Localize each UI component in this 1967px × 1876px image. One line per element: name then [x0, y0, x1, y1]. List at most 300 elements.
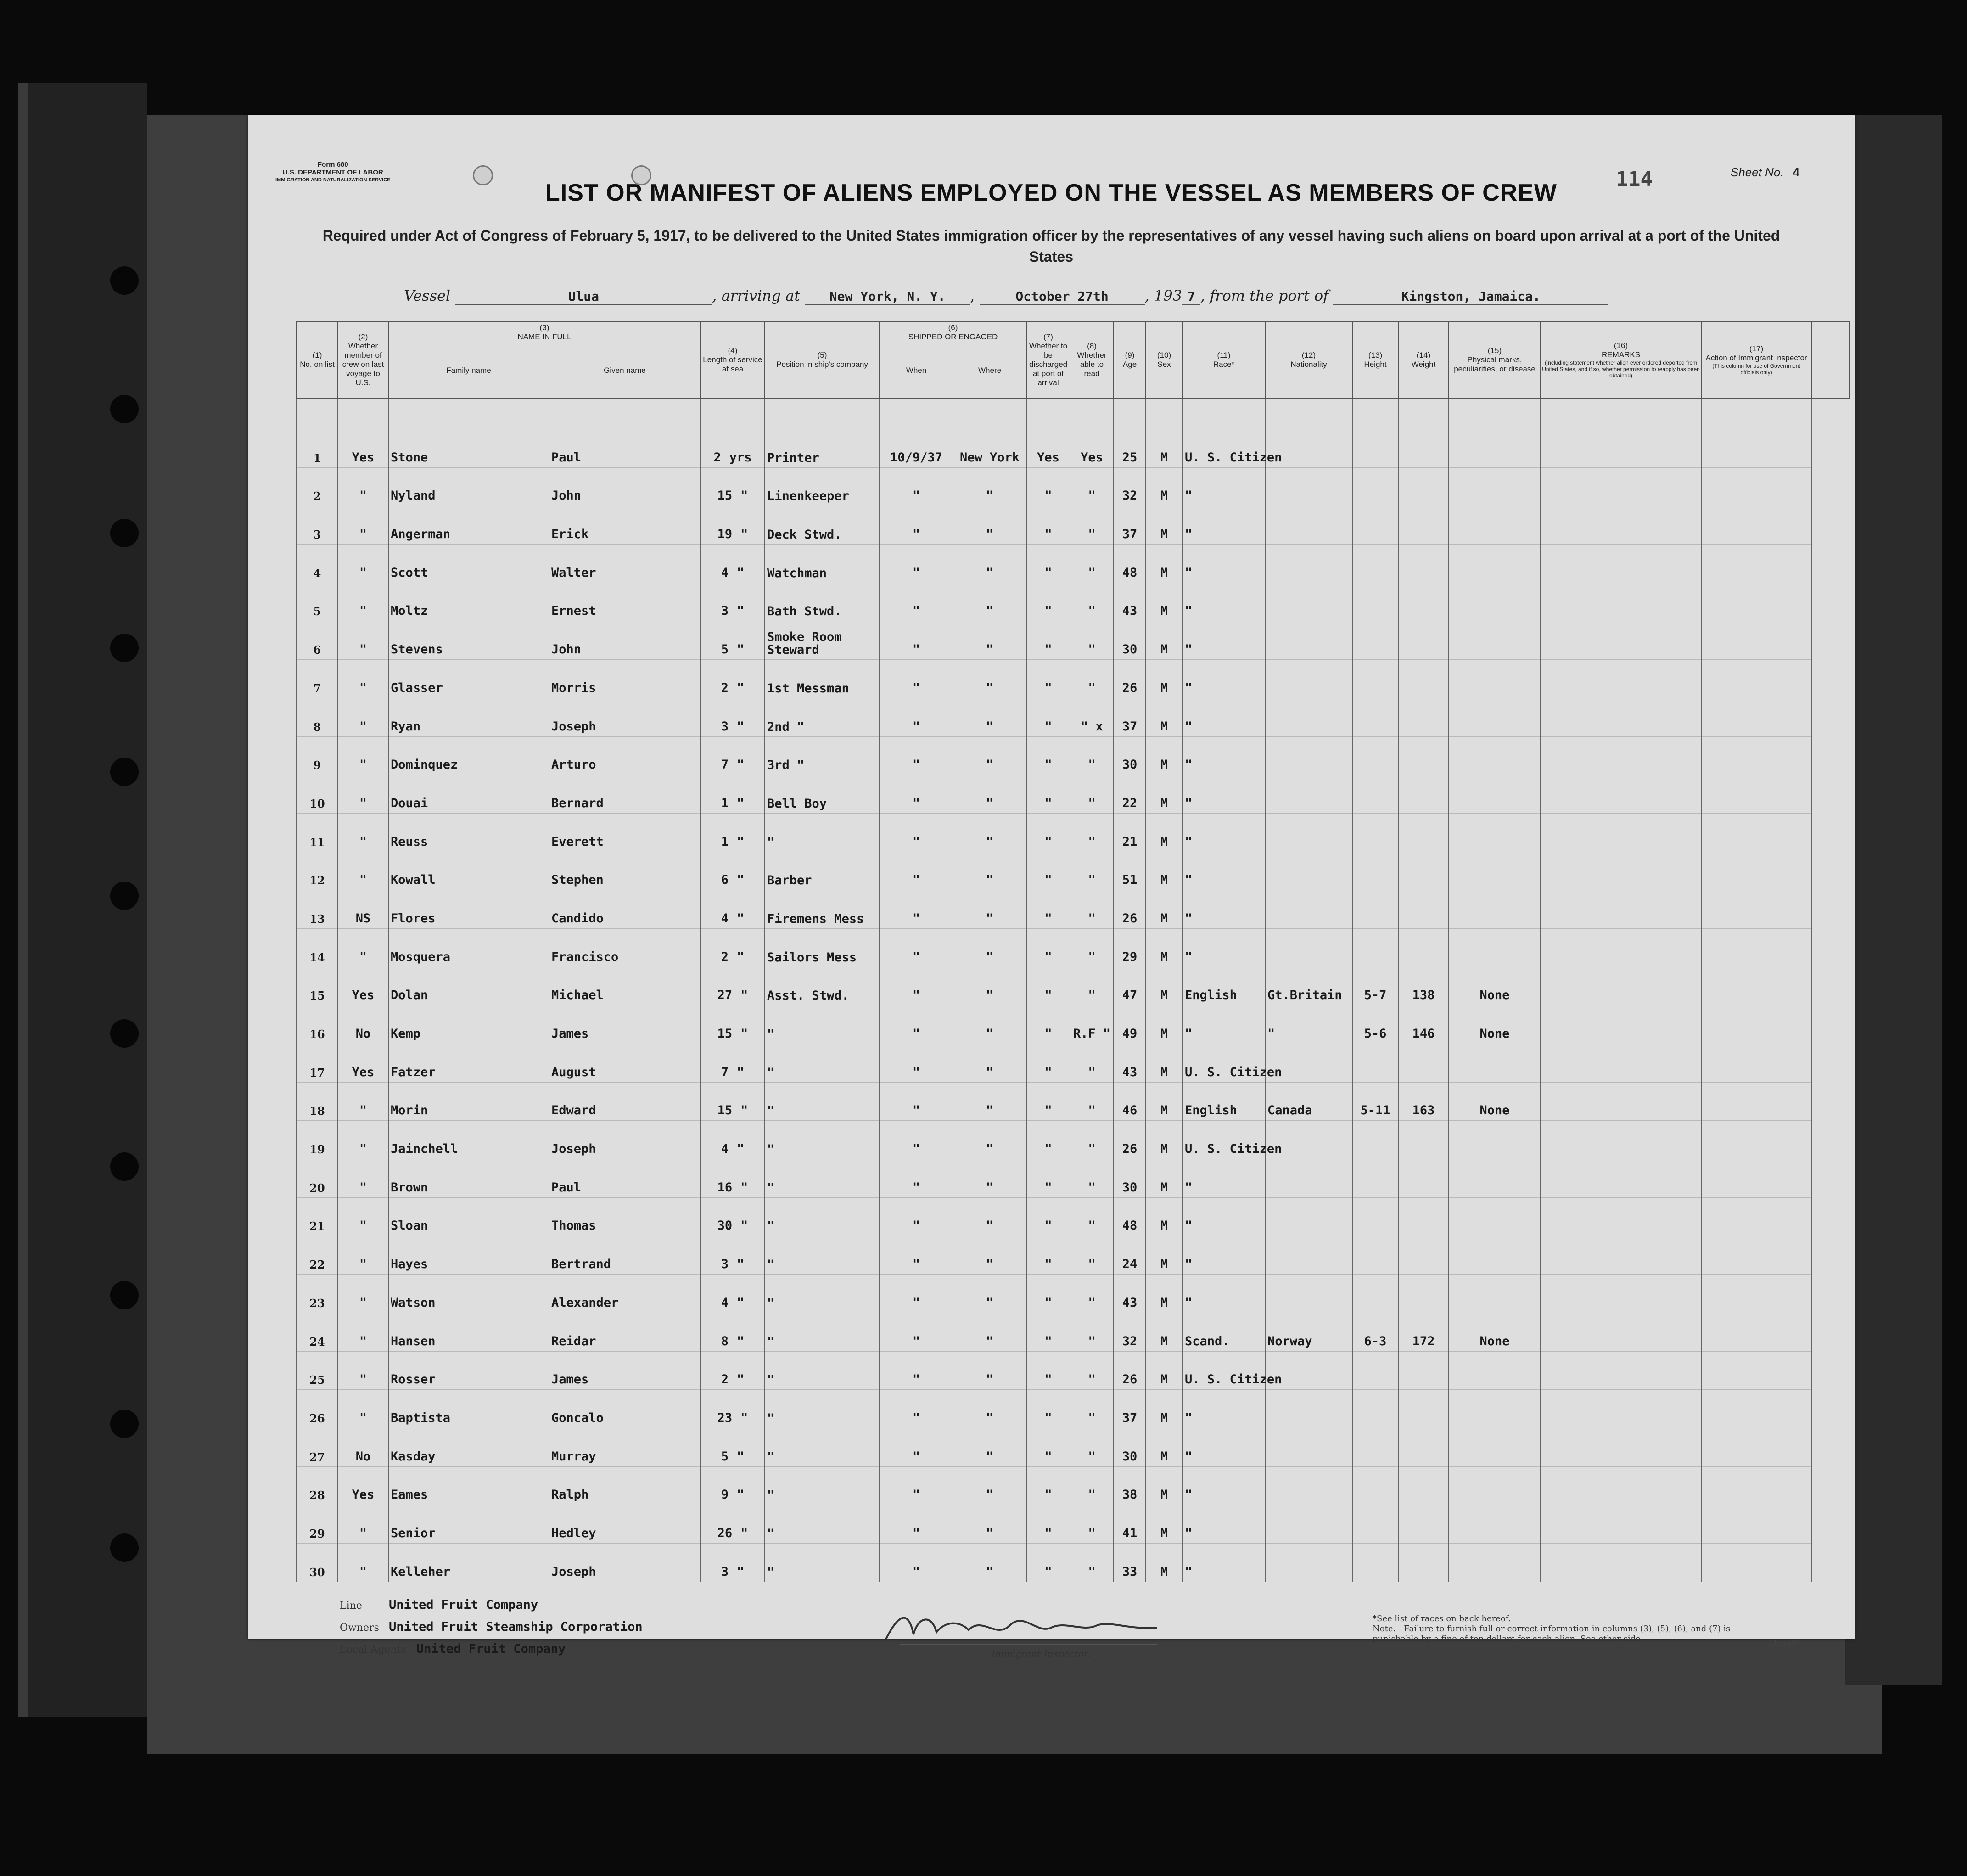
cell-race: " [1182, 660, 1265, 698]
cell-marks [1449, 583, 1541, 621]
cell-blank [1701, 1082, 1811, 1121]
cell-service-unit: " [737, 834, 745, 849]
binder-hole [110, 395, 139, 423]
cell-given: Erick [549, 506, 700, 545]
cell-service [700, 1236, 765, 1275]
table-row [297, 1428, 1849, 1466]
cell-age: 48 [1114, 545, 1146, 583]
cell-blank [1541, 1236, 1701, 1275]
cell-when: " [880, 1351, 953, 1390]
cell-read: " [1070, 736, 1114, 775]
table-row [297, 967, 1849, 1005]
cell-disch: " [1026, 1197, 1070, 1236]
cell-where: " [953, 698, 1026, 736]
cell-marks: None [1449, 1082, 1541, 1121]
cell-service-unit: " [737, 911, 745, 926]
binder-hole [110, 1152, 139, 1181]
cell-nat: Canada [1265, 1082, 1352, 1121]
cell-given: Walter [549, 545, 700, 583]
binder-hole [110, 1533, 139, 1562]
binder-hole [110, 882, 139, 910]
cell-weight [1398, 1466, 1449, 1505]
cell-no: 21 [297, 1197, 338, 1236]
cell-marks [1449, 1428, 1541, 1466]
cell-disch: " [1026, 545, 1070, 583]
cell-height [1352, 1543, 1398, 1582]
cell-weight [1398, 660, 1449, 698]
table-row [297, 775, 1849, 814]
cell-given: Michael [549, 967, 700, 1005]
cell-given: August [549, 1044, 700, 1083]
cell-no: 26 [297, 1390, 338, 1428]
cell-sex: M [1146, 1505, 1182, 1544]
cell-blank [1701, 1466, 1811, 1505]
cell-age: 43 [1114, 1044, 1146, 1083]
cell-service-unit: " [740, 988, 748, 1003]
cell-service-value: 9 [721, 1488, 729, 1502]
cell-family: Morin [388, 1082, 549, 1121]
cell-family: Moltz [388, 583, 549, 621]
cell-given: Murray [549, 1428, 700, 1466]
cell-marks [1449, 813, 1541, 852]
cell-service [700, 736, 765, 775]
cell-disch: " [1026, 1236, 1070, 1275]
cell-service-unit: " [737, 1449, 745, 1464]
cell-family: Nyland [388, 467, 549, 506]
cell-given: Thomas [549, 1197, 700, 1236]
cell-disch: " [1026, 698, 1070, 736]
cell-blank [1541, 583, 1701, 621]
cell-given: Bernard [549, 775, 700, 814]
col-weight-header: (14) Weight [1398, 322, 1449, 398]
cell-service-unit: " [737, 1488, 745, 1502]
cell-age: 49 [1114, 1005, 1146, 1044]
cell-blank [1701, 1543, 1811, 1582]
cell-where: " [953, 545, 1026, 583]
cell-service-value: 6 [721, 873, 729, 887]
cell-nat: " [1265, 1005, 1352, 1044]
cell-no: 12 [297, 852, 338, 890]
col-age-header: (9) Age [1114, 322, 1146, 398]
cell-blank [1701, 1275, 1811, 1313]
cell-height [1352, 1159, 1398, 1198]
cell-read: " [1070, 928, 1114, 967]
cell-where: " [953, 1505, 1026, 1544]
cell-blank [1541, 1390, 1701, 1428]
cell-blank [1701, 852, 1811, 890]
cell-marks [1449, 1236, 1541, 1275]
cell-service-unit: " [737, 796, 745, 810]
cell-given: Paul [549, 429, 700, 468]
cell-family: Kemp [388, 1005, 549, 1044]
cell-service-value: 4 [721, 1295, 729, 1310]
cell-nat [1265, 852, 1352, 890]
cell-prev: " [338, 813, 388, 852]
cell-race: Scand. [1182, 1313, 1265, 1351]
inspector-label: Immigrant Inspector. [992, 1648, 1090, 1659]
cell-service [700, 1082, 765, 1121]
cell-age: 37 [1114, 1390, 1146, 1428]
col-shipped-header: (6) SHIPPED OR ENGAGED [880, 322, 1026, 343]
cell-disch: " [1026, 1082, 1070, 1121]
table-row [297, 1121, 1849, 1159]
cell-weight: 138 [1398, 967, 1449, 1005]
cell-marks [1449, 506, 1541, 545]
cell-service-unit: " [737, 949, 745, 964]
cell-marks [1449, 660, 1541, 698]
cell-sex: M [1146, 1351, 1182, 1390]
cell-position: " [765, 1082, 880, 1121]
cell-weight [1398, 852, 1449, 890]
binder-right [1845, 115, 1942, 1685]
cell-service [700, 1390, 765, 1428]
form-number: Form 680 [317, 161, 348, 169]
cell-no: 3 [297, 506, 338, 545]
cell-service [700, 545, 765, 583]
cell-prev: Yes [338, 967, 388, 1005]
col-given-name-header: Given name [549, 343, 700, 398]
cell-disch: " [1026, 890, 1070, 929]
cell-no: 2 [297, 467, 338, 506]
table-row [297, 928, 1849, 967]
cell-blank [1701, 890, 1811, 929]
cell-position: " [765, 813, 880, 852]
cell-when: " [880, 736, 953, 775]
cell-when: " [880, 1044, 953, 1083]
cell-disch: " [1026, 1390, 1070, 1428]
binder-hole [110, 1019, 139, 1048]
cell-prev: Yes [338, 1466, 388, 1505]
cell-no: 16 [297, 1005, 338, 1044]
cell-service-unit: " [737, 758, 745, 772]
cell-weight [1398, 1159, 1449, 1198]
table-row [297, 467, 1849, 506]
cell-read: " [1070, 1236, 1114, 1275]
cell-nat [1265, 1428, 1352, 1466]
cell-service-value: 15 [717, 489, 733, 503]
col-discharged-header: (7) Whether to be discharged at port of arrival [1026, 322, 1070, 398]
cell-where: " [953, 1082, 1026, 1121]
cell-sex: M [1146, 813, 1182, 852]
cell-no: 23 [297, 1275, 338, 1313]
cell-service-unit: " [737, 1065, 745, 1079]
col-blank-header [1811, 322, 1849, 398]
cell-disch: " [1026, 967, 1070, 1005]
cell-sex: M [1146, 660, 1182, 698]
service: IMMIGRATION AND NATURALIZATION SERVICE [275, 177, 391, 183]
cell-race: " [1182, 1159, 1265, 1198]
cell-prev: " [338, 928, 388, 967]
cell-service-unit: " [737, 1564, 745, 1579]
cell-age: 26 [1114, 660, 1146, 698]
cell-sex: M [1146, 1543, 1182, 1582]
cell-position: " [765, 1005, 880, 1044]
cell-prev: " [338, 1505, 388, 1544]
cell-blank [1541, 890, 1701, 929]
cell-blank [1701, 1197, 1811, 1236]
cell-height [1352, 545, 1398, 583]
cell-age: 24 [1114, 1236, 1146, 1275]
cell-age: 38 [1114, 1466, 1146, 1505]
cell-age: 26 [1114, 1351, 1146, 1390]
cell-service-unit: " [737, 719, 745, 734]
cell-sex: M [1146, 1466, 1182, 1505]
cell-where: " [953, 467, 1026, 506]
cell-read: " [1070, 1351, 1114, 1390]
binder-hole [110, 519, 139, 547]
cell-prev: " [338, 1351, 388, 1390]
cell-weight [1398, 1121, 1449, 1159]
cell-given: James [549, 1005, 700, 1044]
cell-service [700, 1505, 765, 1544]
cell-read: Yes [1070, 429, 1114, 468]
cell-blank [1541, 1543, 1701, 1582]
vessel-label: Vessel [404, 287, 451, 304]
cell-service-value: 5 [721, 1449, 729, 1464]
cell-race: " [1182, 506, 1265, 545]
cell-height [1352, 660, 1398, 698]
cell-height [1352, 698, 1398, 736]
cell-disch: " [1026, 1466, 1070, 1505]
cell-read: " [1070, 1159, 1114, 1198]
col-service-header: (4) Length of service at sea [700, 322, 765, 398]
cell-race: English [1182, 967, 1265, 1005]
cell-where: " [953, 1351, 1026, 1390]
col-physical-header: (15) Physical marks, peculiarities, or disease [1449, 322, 1541, 398]
cell-read: R.F " [1070, 1005, 1114, 1044]
cell-service-value: 27 [717, 988, 733, 1003]
cell-prev: " [338, 698, 388, 736]
col-where-header: Where [953, 343, 1026, 398]
cell-prev: Yes [338, 429, 388, 468]
cell-nat [1265, 583, 1352, 621]
cell-blank [1541, 1044, 1701, 1083]
cell-service [700, 621, 765, 660]
sheet-value: 4 [1793, 165, 1799, 179]
cell-family: Baptista [388, 1390, 549, 1428]
cell-blank [1541, 1505, 1701, 1544]
cell-age: 26 [1114, 890, 1146, 929]
cell-when: " [880, 1236, 953, 1275]
cell-family: Stone [388, 429, 549, 468]
cell-service [700, 583, 765, 621]
cell-nat [1265, 467, 1352, 506]
cell-blank [1701, 736, 1811, 775]
cell-blank [1541, 1275, 1701, 1313]
cell-blank [1541, 1351, 1701, 1390]
cell-no: 9 [297, 736, 338, 775]
cell-no: 1 [297, 429, 338, 468]
cell-where: " [953, 1044, 1026, 1083]
cell-blank [1541, 1159, 1701, 1198]
cell-blank [1701, 1236, 1811, 1275]
cell-no: 27 [297, 1428, 338, 1466]
cell-service-value: 7 [721, 758, 729, 772]
cell-blank [1541, 1313, 1701, 1351]
cell-prev: " [338, 1082, 388, 1121]
cell-no: 6 [297, 621, 338, 660]
col-family-name-header: Family name [388, 343, 549, 398]
cell-sex: M [1146, 1044, 1182, 1083]
cell-where: " [953, 1428, 1026, 1466]
manifest-sheet [248, 115, 1855, 1659]
cell-sex: M [1146, 736, 1182, 775]
arrival-date: October 27th [980, 289, 1145, 305]
cell-service-unit: " [737, 680, 745, 695]
cell-age: 47 [1114, 967, 1146, 1005]
cell-family: Senior [388, 1505, 549, 1544]
stamp-number: 114 [1616, 168, 1653, 191]
cell-prev: No [338, 1428, 388, 1466]
cell-nat [1265, 506, 1352, 545]
cell-prev: " [338, 1197, 388, 1236]
cell-prev: " [338, 852, 388, 890]
cell-family: Kasday [388, 1428, 549, 1466]
cell-family: Stevens [388, 621, 549, 660]
cell-age: 37 [1114, 698, 1146, 736]
cell-blank [1541, 1082, 1701, 1121]
cell-service-value: 19 [717, 527, 733, 542]
cell-given: Everett [549, 813, 700, 852]
table-row [297, 1466, 1849, 1505]
cell-sex: M [1146, 545, 1182, 583]
cell-blank [1541, 429, 1701, 468]
cell-service [700, 852, 765, 890]
cell-read: " [1070, 621, 1114, 660]
cell-weight [1398, 698, 1449, 736]
cell-marks: None [1449, 1313, 1541, 1351]
cell-given: Arturo [549, 736, 700, 775]
table-row [297, 1505, 1849, 1544]
cell-nat [1265, 1505, 1352, 1544]
cell-prev: " [338, 1236, 388, 1275]
cell-position: Linenkeeper [765, 467, 880, 506]
cell-given: Ralph [549, 1466, 700, 1505]
cell-nat [1265, 1197, 1352, 1236]
cell-blank [1541, 545, 1701, 583]
cell-service [700, 775, 765, 814]
sheet-number [1731, 165, 1799, 180]
owners-value: United Fruit Steamship Corporation [389, 1620, 643, 1634]
cell-when: " [880, 1505, 953, 1544]
cell-blank [1541, 1197, 1701, 1236]
cell-given: Candido [549, 890, 700, 929]
page-title: LIST OR MANIFEST OF ALIENS EMPLOYED ON THE VESSEL AS MEMBERS OF CREW [545, 180, 1557, 206]
table-row [297, 1313, 1849, 1351]
cell-where: " [953, 890, 1026, 929]
cell-read: " [1070, 583, 1114, 621]
cell-disch: " [1026, 583, 1070, 621]
cell-blank [1541, 467, 1701, 506]
cell-weight: 163 [1398, 1082, 1449, 1121]
table-row [297, 1236, 1849, 1275]
cell-service [700, 1159, 765, 1198]
cell-position: 3rd " [765, 736, 880, 775]
cell-height [1352, 928, 1398, 967]
cell-service-value: 15 [717, 1103, 733, 1118]
cell-weight [1398, 583, 1449, 621]
cell-blank [1541, 506, 1701, 545]
cell-read: " [1070, 1275, 1114, 1313]
binder-hole [110, 758, 139, 786]
cell-read: " [1070, 545, 1114, 583]
cell-family: Brown [388, 1159, 549, 1198]
cell-age: 21 [1114, 813, 1146, 852]
cell-age: 25 [1114, 429, 1146, 468]
cell-disch: " [1026, 660, 1070, 698]
cell-nat [1265, 545, 1352, 583]
cell-weight [1398, 1236, 1449, 1275]
cell-given: Joseph [549, 1543, 700, 1582]
cell-position: Printer [765, 429, 880, 468]
cell-blank [1541, 1466, 1701, 1505]
line-value: United Fruit Company [389, 1598, 538, 1612]
cell-service [700, 813, 765, 852]
cell-marks [1449, 1543, 1541, 1582]
cell-service-value: 15 [717, 1027, 733, 1041]
cell-weight [1398, 429, 1449, 468]
cell-read: " x [1070, 698, 1114, 736]
cell-marks [1449, 1466, 1541, 1505]
col-remarks-header: (16) REMARKS (Including statement whether alien ever ordered deported from United States, and if so, whether permission to reapply has been obtained) [1541, 322, 1701, 398]
cell-service-unit: " [737, 565, 745, 580]
cell-service-value: 5 [721, 642, 729, 657]
cell-position: " [765, 1466, 880, 1505]
cell-position: 2nd " [765, 698, 880, 736]
cell-when: " [880, 775, 953, 814]
cell-weight: 146 [1398, 1005, 1449, 1044]
cell-marks [1449, 1275, 1541, 1313]
cell-service-unit: " [740, 1410, 748, 1425]
cell-service [700, 928, 765, 967]
cell-family: Dominquez [388, 736, 549, 775]
cell-no: 28 [297, 1466, 338, 1505]
cell-prev: " [338, 775, 388, 814]
cell-family: Hayes [388, 1236, 549, 1275]
cell-sex: M [1146, 852, 1182, 890]
cell-height [1352, 467, 1398, 506]
cell-race: " [1182, 890, 1265, 929]
cell-position: " [765, 1236, 880, 1275]
cell-prev: " [338, 583, 388, 621]
cell-disch: " [1026, 1351, 1070, 1390]
cell-service-value: 26 [717, 1526, 733, 1540]
cell-position: " [765, 1044, 880, 1083]
year-prefix: , 193 [1144, 287, 1182, 304]
cell-sex: M [1146, 1275, 1182, 1313]
cell-read: " [1070, 775, 1114, 814]
cell-age: 33 [1114, 1543, 1146, 1582]
cell-blank [1701, 506, 1811, 545]
cell-position: " [765, 1351, 880, 1390]
cell-weight [1398, 890, 1449, 929]
cell-marks [1449, 698, 1541, 736]
cell-service [700, 1275, 765, 1313]
cell-blank [1701, 1159, 1811, 1198]
cell-age: 22 [1114, 775, 1146, 814]
table-row [297, 813, 1849, 852]
cell-when: " [880, 545, 953, 583]
cell-given: Morris [549, 660, 700, 698]
cell-prev: " [338, 1390, 388, 1428]
cell-nat [1265, 1275, 1352, 1313]
cell-family: Glasser [388, 660, 549, 698]
cell-marks [1449, 928, 1541, 967]
cell-service-value: 2 [721, 949, 729, 964]
cell-when: " [880, 852, 953, 890]
cell-read: " [1070, 1505, 1114, 1544]
cell-sex: M [1146, 1121, 1182, 1159]
